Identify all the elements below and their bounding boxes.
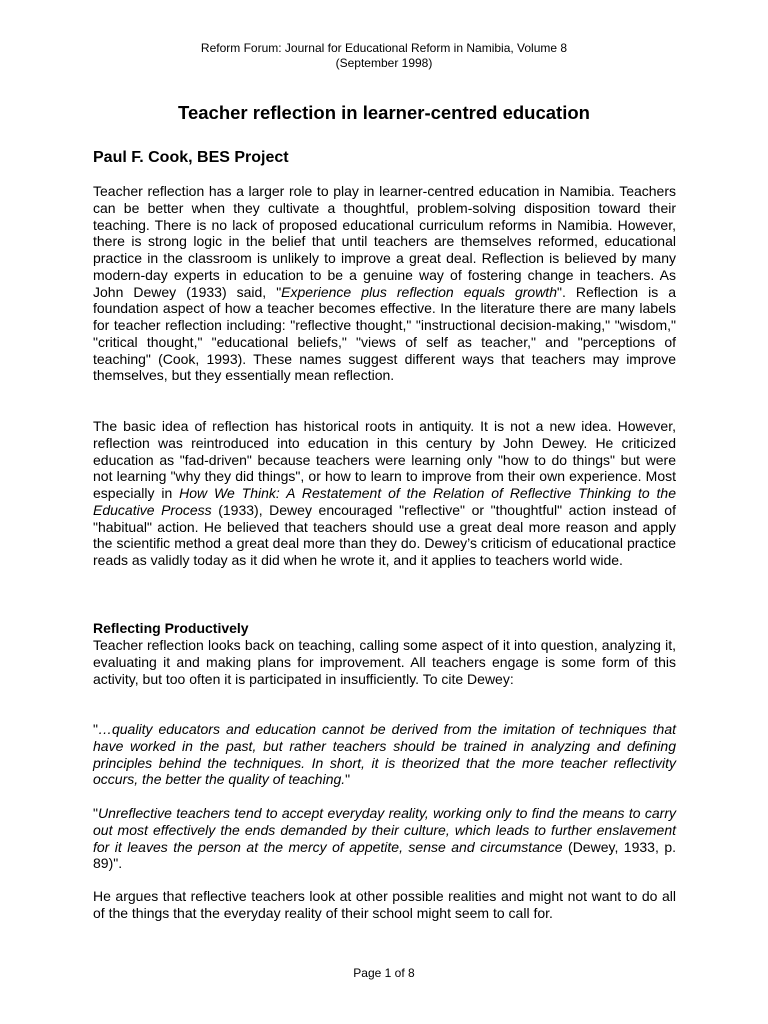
quote-1-text: …quality educators and education cannot be derived from the imitation of techniques that have worked in the past, but rather teachers should be trained in analyzing and defining principles behind the techniques. In short, it is theorized that the more teacher reflectivity occurs, the better the quality of teaching. <box>93 721 676 788</box>
paragraph-intro <box>93 183 676 384</box>
journal-header-line-2: (September 1998) <box>335 56 433 70</box>
paragraph-history-text-1: The basic idea of reflection has historical roots in antiquity. It is not a new idea. However, reflection was reintroduced into education in this century by John Dewey. He criticized education as "fad-driven" because teachers were learning only "how to do things" but were not learning "why they did things", or how to learn to improve from their own experience. Most especially in <box>93 418 676 501</box>
block-quote-1 <box>93 721 676 788</box>
paragraph-intro-text-1: Teacher reflection has a larger role to play in learner-centred education in Namibia. Teachers can be better when they cultivate a thoughtful, problem-solving disposition toward their teaching. There is no lack of proposed educational curriculum reforms in Namibia. However, there is strong logic in the belief that until teachers are themselves reformed, educational practice in the classroom is unlikely to improve a great deal. Reflection is believed by many modern-day experts in education to be a genuine way of fostering change in teachers. As John Dewey (1933) said, " <box>93 183 676 300</box>
article-author: Paul F. Cook, BES Project <box>93 149 289 166</box>
block-quote-2 <box>93 805 676 872</box>
section-heading: Reflecting Productively <box>93 620 249 636</box>
quote-2-open-mark: " <box>93 805 98 821</box>
paragraph-realities: He argues that reflective teachers look at other possible realities and might not want to do all of the things that the everyday reality of their school might seem to call for. <box>93 888 676 921</box>
paragraph-history <box>93 418 676 569</box>
book-title: How We Think: A Restatement of the Relation of Reflective Thinking to the Educative Process <box>93 485 676 518</box>
quote-1-open-mark: " <box>93 721 98 737</box>
journal-header <box>0 41 768 71</box>
article-title: Teacher reflection in learner-centred education <box>178 102 590 123</box>
quote-2-text: Unreflective teachers tend to accept everyday reality, working only to find the means to carry out most effectively the ends demanded by their culture, which leads to further enslavement for it leaves the person at the mercy of appetite, sense and circumstance <box>93 805 676 855</box>
paragraph-intro-text-2: ". Reflection is a foundation aspect of how a teacher becomes effective. In the literature there are many labels for teacher reflection including: "reflective thought," "instructional decision-making," "wisdom," "critical thought," "educational beliefs," "views of self as teacher," and "perceptions of teaching" (Cook, 1993). These names suggest different ways that teachers may improve themselves, but they essentially mean reflection. <box>93 283 676 384</box>
paragraph-history-text-2: (1933), Dewey encouraged "reflective" or "thoughtful" action instead of "habitual" action. He believed that teachers should use a great deal more reason and apply the scientific method a great deal more than they do. Dewey’s criticism of educational practice reads as validly today as it did when he wrote it, and it applies to teachers world wide. <box>93 501 676 568</box>
dewey-quote-inline: Experience plus reflection equals growth <box>281 283 557 300</box>
quote-1-close-mark: " <box>345 771 351 788</box>
page-number: Page 1 of 8 <box>353 966 415 980</box>
quote-2-citation: (Dewey, 1933, p. 89)". <box>93 838 676 872</box>
journal-header-line-1: Reform Forum: Journal for Educational Reform in Namibia, Volume 8 <box>200 41 568 55</box>
paragraph-reflecting: Teacher reflection looks back on teaching, calling some aspect of it into question, analyzing it, evaluating it and making plans for improvement. All teachers engage is some form of this activity, but too often it is participated in insufficiently. To cite Dewey: <box>93 637 676 687</box>
